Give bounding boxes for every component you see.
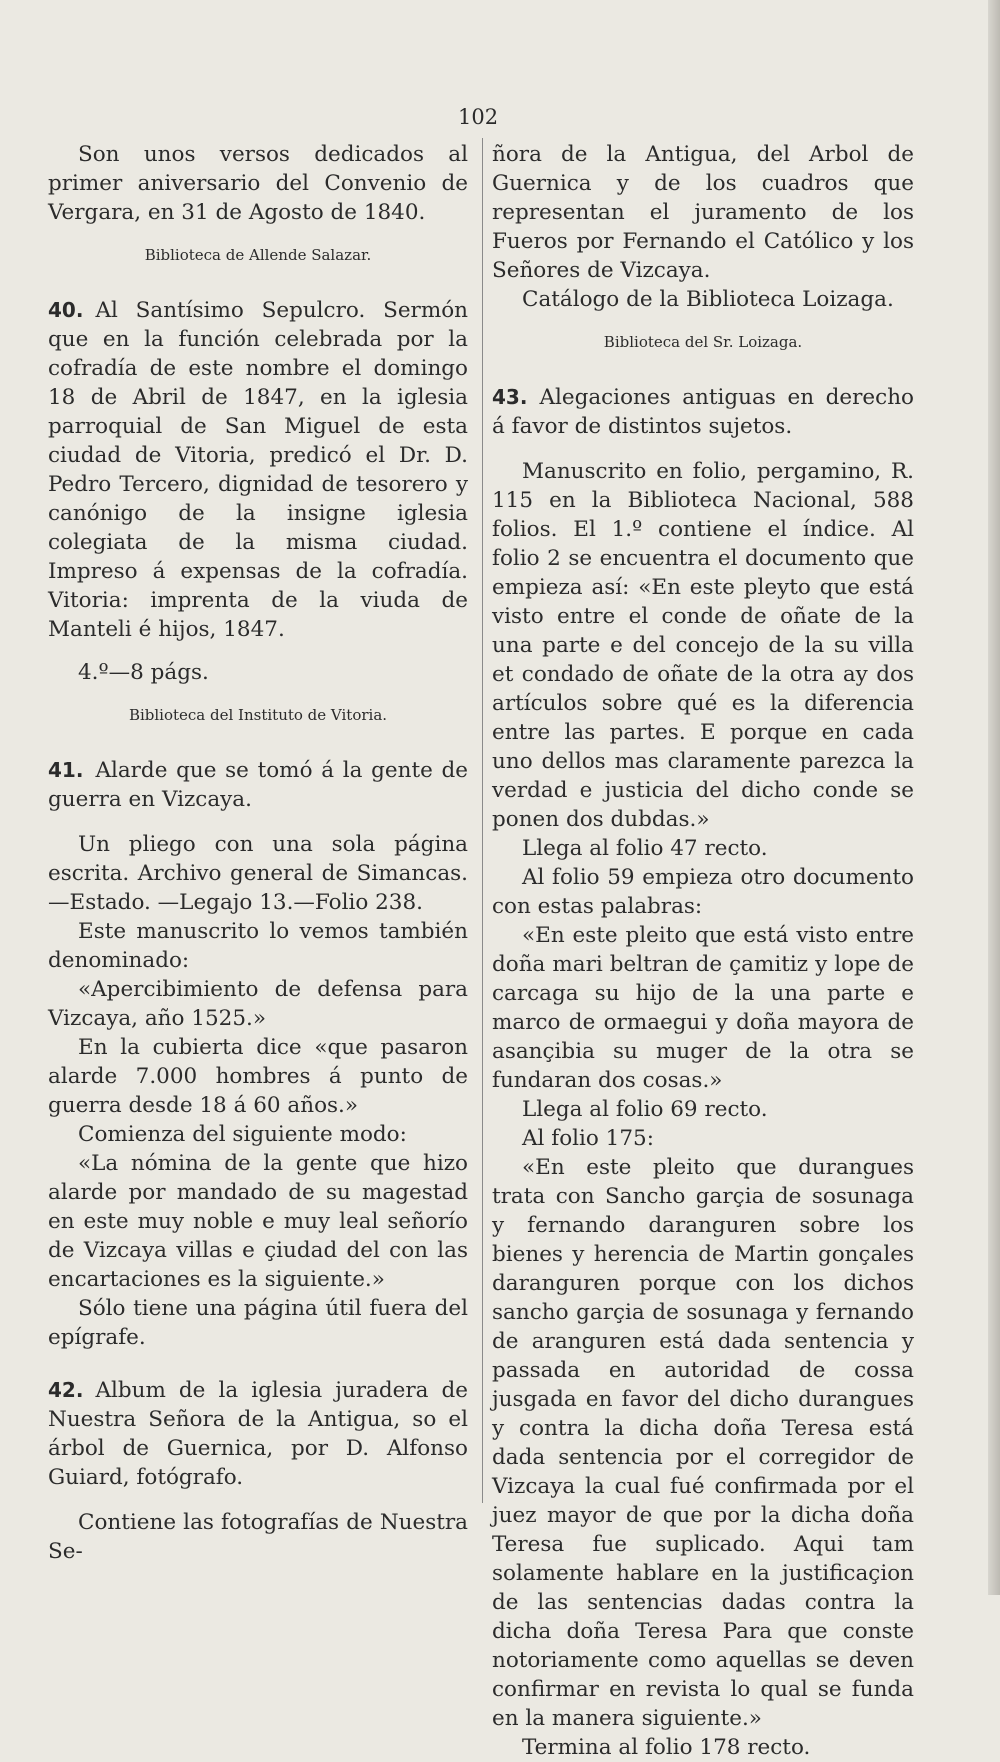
paragraph: «Apercibimiento de defensa para Vizcaya, año 1525.» [48, 977, 468, 1031]
paragraph: Contiene las fotografías de Nuestra Se- [48, 1510, 468, 1564]
paragraph: ñora de la Antigua, del Arbol de Guernica y de los cuadros que representan el juramento de los Fueros por Fernando el Católico y los Señores de Vizcaya. [492, 142, 914, 283]
paragraph: Un pliego con una sola página escrita. Archivo general de Simancas.—Estado. —Legajo 13.—Folio 238. [48, 832, 468, 915]
paragraph: Al folio 175: [522, 1126, 654, 1151]
entry-number: 42. [48, 1378, 84, 1402]
paragraph: Manuscrito en folio, pergamino, R. 115 en la Biblioteca Nacional, 588 folios. El 1.º contiene el índice. Al folio 2 se encuentra el documento que empieza así: «En este pleyto que está visto entre el conde de oñate de la una parte e del concejo de la su villa et condado de oñate de la otra ay dos artículos sobre qué es la diferencia entre las partes. E porque en cada uno dellos mas claramente parezca la verdad e justicia del dicho conde se ponen dos dubdas.» [492, 459, 914, 832]
entry-41 [48, 756, 468, 814]
entry-number: 43. [492, 385, 528, 409]
catalog-note: Catálogo de la Biblioteca Loizaga. [522, 287, 894, 312]
paragraph: Comienza del siguiente modo: [78, 1122, 407, 1147]
entry-43 [492, 383, 914, 441]
entry-title: Al Santísimo Sepulcro. Sermón que en la función celebrada por la cofradía de este nombre el domingo 18 de Abril de 1847, en la iglesia parroquial de San Miguel de esta ciudad de Vitoria, predicó el Dr. D. Pedro Tercero, dignidad de tesorero y canónigo de la insigne iglesia colegiata de la misma ciudad. Impreso á expensas de la cofradía. Vitoria: imprenta de la viuda de Manteli é hijos, 1847. [48, 298, 468, 642]
entry-number: 40. [48, 298, 84, 322]
entry-title: Alarde que se tomó á la gente de guerra en Vizcaya. [48, 758, 468, 812]
entry-40 [48, 296, 468, 644]
entry-title: Album de la iglesia juradera de Nuestra Señora de la Antigua, so el árbol de Guernica, por D. Alfonso Guiard, fotógrafo. [48, 1378, 468, 1490]
paragraph: En la cubierta dice «que pasaron alarde 7.000 hombres á punto de guerra desde 18 á 60 años.» [48, 1035, 468, 1118]
paragraph: Llega al folio 47 recto. [522, 836, 768, 861]
right-column [492, 140, 914, 1762]
paragraph: Termina al folio 178 recto. [522, 1735, 811, 1760]
left-column [48, 140, 468, 1566]
entry-42 [48, 1376, 468, 1492]
entry-title: Alegaciones antiguas en derecho á favor de distintos sujetos. [492, 385, 914, 439]
column-divider [482, 138, 483, 1503]
paragraph: «En este pleito que durangues trata con Sancho garçia de sosunaga y fernando daranguren sobre los bienes y herencia de Martin gonçales daranguren porque con los dichos sancho garçia de sosunaga y fernando de aranguren está dada sentencia y passada en autoridad de cossa jusgada en favor del dicho durangues y contra la dicha doña Teresa está dada sentencia por el corregidor de Vizcaya la cual fué confirmada por el juez mayor de que por la dicha doña Teresa fue suplicado. Aqui tam solamente hablare en la justificaçion de las sentencias dadas contra la dicha doña Teresa Para que conste notoriamente como aquellas se deven confirmar en revista lo qual se funda en la manera siguiente.» [492, 1155, 914, 1731]
library-note: Biblioteca del Sr. Loizaga. [603, 333, 803, 351]
intro-text: Son unos versos dedicados al primer aniversario del Convenio de Vergara, en 31 de Agosto de 1840. [48, 142, 468, 225]
page-edge [988, 0, 1000, 1595]
format-note: 4.º—8 págs. [78, 660, 209, 685]
library-note: Biblioteca del Instituto de Vitoria. [128, 706, 388, 724]
paragraph: Este manuscrito lo vemos también denominado: [48, 919, 468, 973]
paragraph: Al folio 59 empieza otro documento con estas palabras: [492, 865, 914, 919]
paragraph: «La nómina de la gente que hizo alarde por mandado de su magestad en este muy noble e muy leal señorío de Vizcaya villas e çiudad del con las encartaciones es la siguiente.» [48, 1151, 468, 1292]
paragraph: Sólo tiene una página útil fuera del epígrafe. [48, 1296, 468, 1350]
paragraph: Llega al folio 69 recto. [522, 1097, 768, 1122]
entry-number: 41. [48, 758, 84, 782]
paragraph: «En este pleito que está visto entre doña mari beltran de çamitiz y lope de carcaga su hijo de la una parte e marco de ormaegui y doña mayora de asançibia su muger de la otra se fundaran dos cosas.» [492, 923, 914, 1093]
page-number: 102 [458, 105, 499, 129]
library-note: Biblioteca de Allende Salazar. [144, 246, 372, 264]
